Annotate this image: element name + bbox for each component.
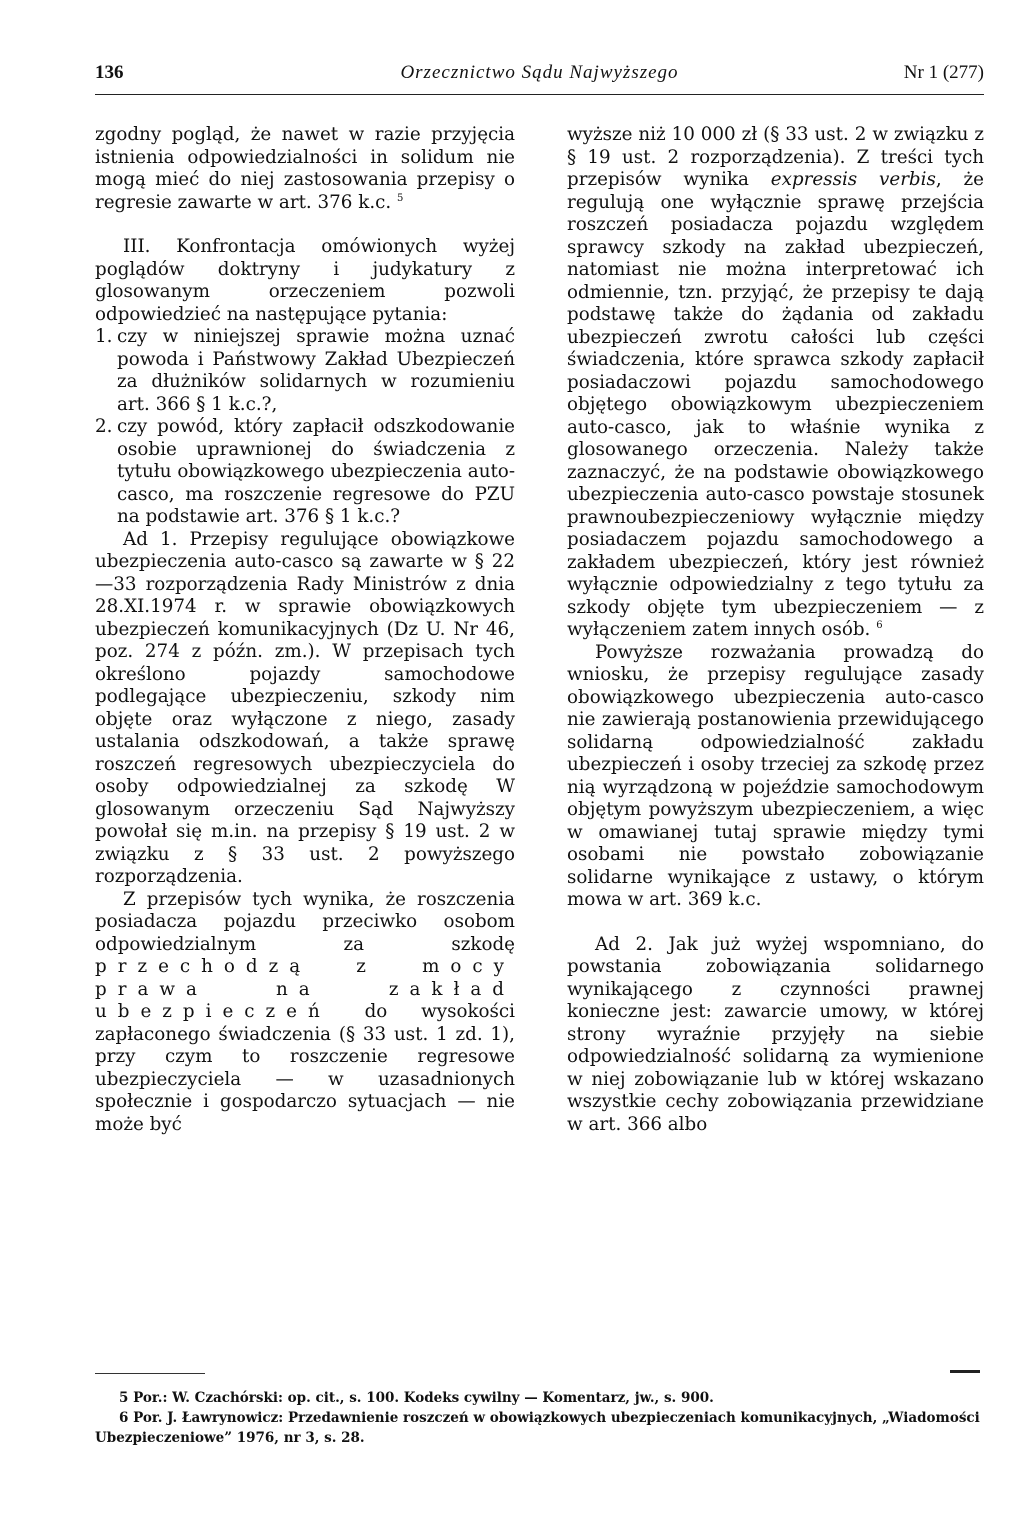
header-rule: [95, 94, 984, 95]
column-end-mark: [950, 1370, 980, 1373]
footnote-6: 6 Por. J. Ławrynowicz: Przedawnienie roszczeń w obowiązkowych ubezpieczeniach komunikacyjnych, „Wiadomości Ubezpieczeniowe” 1976, nr 3, s. 28.: [95, 1410, 980, 1446]
italic-phrase: expressis verbis: [770, 169, 936, 190]
paragraph: [95, 124, 515, 214]
running-title: Orzecznictwo Sądu Najwyższego: [400, 62, 679, 83]
paragraph: [567, 124, 984, 642]
left-column: [95, 124, 515, 1136]
list-text: czy w niniejszej sprawie można uznać powoda i Państwowy Zakład Ubezpieczeń za dłużników solidarnych w rozumieniu art. 366 § 1 k.c.?,: [117, 326, 515, 415]
list-item: [95, 416, 515, 529]
list-text: czy powód, który zapłacił odszkodowanie osobie uprawnionej do świadczenia z tytułu obowiązkowego ubezpieczenia auto-casco, ma roszczenie regresowe do PZU na podstawie art. 376 § 1 k.c.?: [117, 416, 515, 527]
list-item: [95, 326, 515, 416]
paragraph: Ad 2. Jak już wyżej wspomniano, do powstania zobowiązania solidarnego wynikającego z czynności prawnej konieczne jest: zawarcie umowy, w której strony wyraźnie przyjęły na siebie odpowiedzialność solidarną za wymienione w niej zobowiązanie lub w której wskazano wszystkie cechy zobowiązania przewidziane w art. 366 albo: [567, 933, 984, 1135]
footnote-rule: [95, 1373, 205, 1374]
right-column: [567, 124, 984, 1136]
issue-number: Nr 1 (277): [903, 62, 984, 83]
paragraph-text: , że regulują one wyłącznie sprawę przejścia roszczeń posiadacza pojazdu względem sprawcy szkody na zakład ubezpieczeń, natomiast nie można interpretować ich odmiennie, tzn. przyjąć, że przepisy te dają podstawę także do żądania od zakładu ubezpieczeń zwrotu całości lub części świadczenia, które sprawca szkody zapłacił posiadaczowi pojazdu samochodowego objętego obowiązkowym ubezpieczeniem auto-casco, jak to właśnie wynika z glosowanego orzeczenia. Należy także zaznaczyć, że na podstawie obowiązkowego ubezpieczenia auto-casco powstaje stosunek prawnoubezpieczeniowy wyłącznie między posiadaczem pojazdu samochodowego a zakładem ubezpieczeń, który jest również wyłącznie odpowiedzialny z tego tytułu za szkody objęte tym ubezpieczeniem — z wyłączeniem zatem innych osób.: [567, 169, 985, 640]
paragraph: Powyższe rozważania prowadzą do wniosku, że przepisy regulujące zasady obowiązkowego ubezpieczenia auto-casco nie zawierają postanowienia przewidującego solidarną odpowiedzialność zakładu ubezpieczeń i osoby trzeciej za szkodę przez nią wyrządzoną w pojeździe samochodowym objętym powyższym ubezpieczeniem, a więc w omawianej tutaj sprawie między tymi osobami nie powstało zobowiązanie solidarne wynikające z ustawy, o którym mowa w art. 369 k.c.: [567, 641, 984, 910]
spaced-emphasis: przechodzą z mocy prawa na zakład ubezpieczeń: [95, 956, 515, 1022]
paragraph: Ad 1. Przepisy regulujące obowiązkowe ubezpieczenia auto-casco są zawarte w § 22—33 rozporządzenia Rady Ministrów z dnia 28.XI.1974 r. w sprawie obowiązkowych ubezpieczeń komunikacyjnych (Dz U. Nr 46, poz. 274 z późn. zm.). W przepisach tych określono pojazdy samochodowe podlegające ubezpieczeniu, szkody nim objęte oraz wyłączone z niego, zasady ustalania odszkodowań, a także sprawę roszczeń regresowych ubezpieczyciela do osoby odpowiedzialnej za szkodę W glosowanym orzeczeniu Sąd Najwyższy powołał się m.in. na przepisy § 19 ust. 2 w związku z § 33 ust. 2 powyższego rozporządzenia.: [95, 528, 515, 887]
list-number: 1.: [95, 326, 113, 347]
paragraph-text: Z przepisów tych wynika, że roszczenia posiadacza pojazdu przeciwko osobom odpowiedzialnym za szkodę: [95, 888, 515, 955]
list-number: 2.: [95, 416, 113, 437]
paragraph-text: wyższe niż 10 000 zł (§ 33 ust. 2 w związku z § 19 ust. 2 rozporządzenia). Z treści tych przepisów wynika: [567, 124, 984, 190]
page-number: 136: [95, 62, 124, 83]
footnote-ref: 6: [876, 619, 883, 631]
paragraph-text: zgodny pogląd, że nawet w razie przyjęcia istnienia odpowiedzialności in solidum nie mogą mieć do niej zastosowania przepisy o regresie zawarte w art. 376 k.c.: [95, 124, 515, 213]
footnotes: [95, 1388, 984, 1448]
page-header: [95, 62, 984, 92]
footnote-ref: 5: [397, 192, 404, 204]
paragraph: [95, 889, 515, 1137]
footnote-5: 5 Por.: W. Czachórski: op. cit., s. 100. Kodeks cywilny — Komentarz, jw., s. 900.: [119, 1390, 714, 1406]
paragraph-text: do wysokości zapłaconego świadczenia (§ 33 ust. 1 zd. 1), przy czym to roszczenie regresowe ubezpieczyciela — w uzasadnionych społecznie i gospodarczo sytuacjach — nie może być: [95, 1001, 516, 1135]
paragraph: III. Konfrontacja omówionych wyżej poglądów doktryny i judykatury z glosowanym orzeczeniem pozwoli odpowiedzieć na następujące pytania:: [95, 236, 515, 325]
